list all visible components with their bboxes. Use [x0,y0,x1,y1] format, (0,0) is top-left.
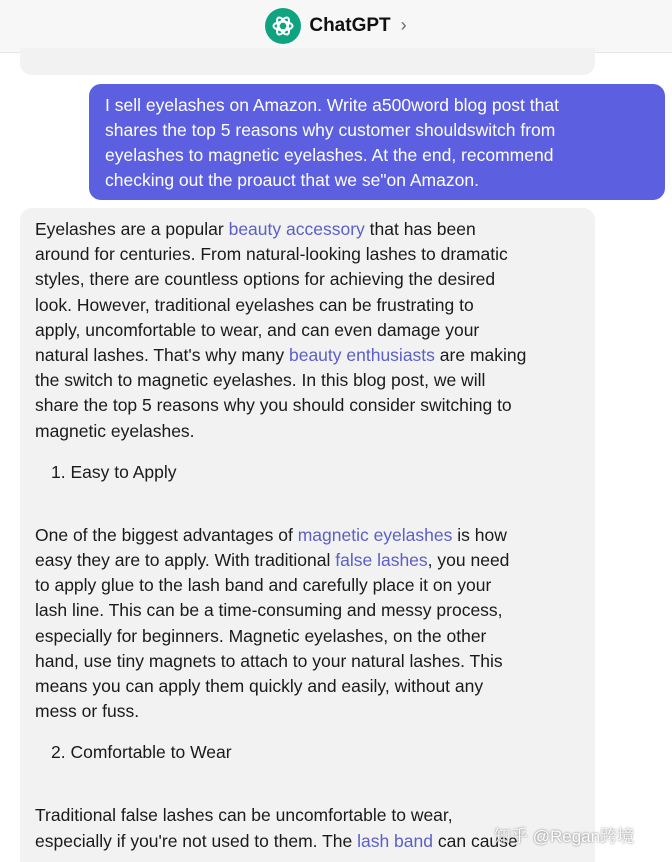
user-message-line: shares the top 5 reasons why customer shouldswitch from [105,120,556,140]
text-line: to apply glue to the lash band and carefully place it on your [35,575,492,596]
text-span: are making [434,345,527,366]
chat-title-button[interactable] [265,8,406,44]
chevron-right-icon: › [400,14,407,35]
text-span: One of the biggest advantages of [35,524,298,545]
text-line: magnetic eyelashes. [35,420,195,441]
text-span: Eyelashes are a popular [35,219,229,239]
list-item-comfortable-to-wear: 2. Comfortable to Wear [51,742,232,763]
chat-title: ChatGPT [309,15,391,36]
user-message-line: checking out the proauct that we se"on Amazon. [105,170,479,190]
previous-message-bubble [20,48,595,75]
text-span: natural lashes. That's why many [35,345,289,366]
text-line: apply, uncomfortable to wear, and can even damage your [35,319,480,340]
false-lashes-link[interactable]: false lashes [335,550,428,571]
list-item-easy-to-apply: 1. Easy to Apply [51,461,177,482]
lash-band-link[interactable]: lash band [357,830,433,851]
openai-logo-icon [265,8,301,44]
text-line: mess or fuss. [35,701,140,722]
text-line [35,523,595,548]
magnetic-eyelashes-link[interactable]: magnetic eyelashes [297,524,453,545]
text-line [35,343,595,368]
spacer [35,765,595,803]
text-line: especially for beginners. Magnetic eyelashes, on the other [35,625,487,646]
text-span: , you need [427,550,510,571]
spacer [35,444,595,460]
text-line: share the top 5 reasons why you should consider switching to [35,395,512,416]
watermark: 知乎 @Regan跨境 [494,827,635,846]
text-line: styles, there are countless options for achieving the desired [35,269,496,290]
beauty-enthusiasts-link[interactable]: beauty enthusiasts [288,345,435,366]
beauty-accessory-link[interactable]: beauty accessory [228,219,365,239]
top-bar [0,0,672,53]
user-message-line: I sell eyelashes on Amazon. Write a500word blog post that [105,95,559,115]
text-span: easy they are to apply. With traditional [35,550,336,571]
text-line [35,217,595,242]
text-line: lash line. This can be a time-consuming and messy process, [35,600,503,621]
text-line: hand, use tiny magnets to attach to your natural lashes. This [35,650,503,671]
text-line: Traditional false lashes can be uncomfortable to wear, [35,805,453,826]
text-line: means you can apply them quickly and easily, without any [35,676,484,697]
text-line: around for centuries. From natural-looking lashes to dramatic [35,244,508,265]
user-message-bubble [89,84,665,200]
spacer [35,724,595,740]
spacer [35,485,595,523]
text-line [35,548,595,573]
text-span: can cause [433,830,518,851]
assistant-message-bubble [20,208,595,862]
text-line: look. However, traditional eyelashes can be frustrating to [35,294,474,315]
user-message-line: eyelashes to magnetic eyelashes. At the end, recommend [105,145,554,165]
text-span: especially if you're not used to them. The [35,830,358,851]
text-span: is how [452,524,507,545]
text-line: the switch to magnetic eyelashes. In this blog post, we will [35,370,486,391]
text-span: that has been [364,219,476,239]
